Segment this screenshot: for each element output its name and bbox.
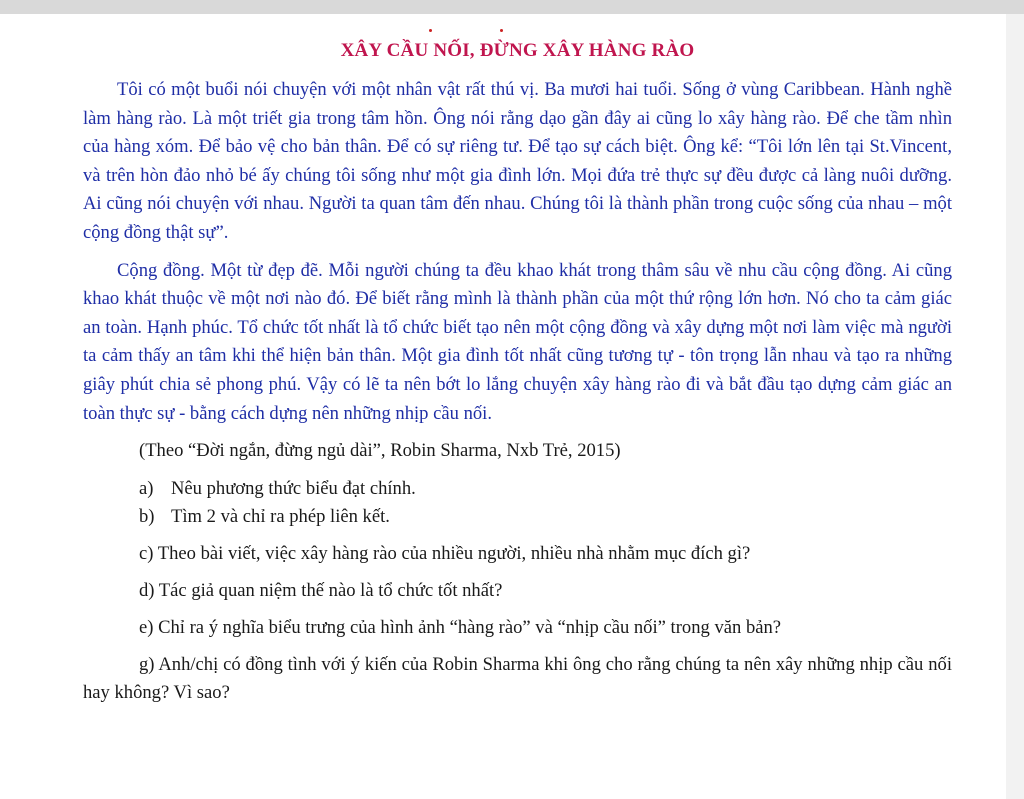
question-text: Nêu phương thức biểu đạt chính. bbox=[171, 478, 416, 500]
question-text: Tìm 2 và chỉ ra phép liên kết. bbox=[171, 506, 390, 528]
document-page bbox=[83, 40, 952, 707]
question-b bbox=[139, 503, 952, 531]
dot-mark bbox=[500, 29, 503, 32]
question-c: c) Theo bài viết, việc xây hàng rào của nhiều người, nhiều nhà nhằm mục đích gì? bbox=[139, 543, 751, 565]
question-list bbox=[139, 475, 952, 531]
question-marker: b) bbox=[139, 506, 155, 528]
document-title: XÂY CẦU NỐI, ĐỪNG XÂY HÀNG RÀO bbox=[340, 40, 695, 61]
question-marker: a) bbox=[139, 478, 154, 500]
dot-mark bbox=[429, 29, 432, 32]
paragraph-1: Tôi có một buổi nói chuyện với một nhân vật rất thú vị. Ba mươi hai tuổi. Sống ở vùng Caribbean. Hành nghề làm hàng rào. Là một triết gia trong tâm hồn. Ông nói rằng dạo gần đây ai cũng lo xây hàng rào. Để che tầm nhìn của hàng xóm. Để bảo vệ cho bản thân. Để có sự riêng tư. Để tạo sự cách biệt. Ông kể: “Tôi lớn lên tại St.Vincent, và trên hòn đảo nhỏ bé ấy chúng tôi sống như một gia đình lớn. Mọi đứa trẻ thực sự đều được cả làng nuôi dưỡng. Ai cũng nói chuyện với nhau. Người ta quan tâm đến nhau. Chúng tôi là thành phần trong cuộc sống của nhau – một cộng đồng thật sự”. bbox=[83, 79, 952, 243]
paragraph-2: Cộng đồng. Một từ đẹp đẽ. Mỗi người chúng ta đều khao khát trong thâm sâu về nhu cầu cộng đồng. Ai cũng khao khát thuộc về một nơi nào đó. Để biết rằng mình là thành phần của một thứ rộng lớn hơn. Nó cho ta cảm giác an toàn. Hạnh phúc. Tổ chức tốt nhất là tổ chức biết tạo nên một cộng đồng và xây dựng một nơi làm việc mà người ta cảm thấy an tâm khi thể hiện bản thân. Một gia đình tốt nhất cũng tương tự - tôn trọng lẫn nhau và tạo ra những giây phút chia sẻ phong phú. Vậy có lẽ ta nên bớt lo lắng chuyện xây hàng rào đi và bắt đầu tạo dựng cảm giác an toàn thực sự - bằng cách dựng nên những nhịp cầu nối. bbox=[83, 259, 952, 424]
question-g: g) Anh/chị có đồng tình với ý kiến của Robin Sharma khi ông cho rằng chúng ta nên xây những nhịp cầu nối hay không? Vì sao? bbox=[83, 654, 952, 704]
question-d: d) Tác giả quan niệm thế nào là tổ chức tốt nhất? bbox=[139, 580, 503, 602]
top-border bbox=[0, 0, 1024, 14]
right-gutter bbox=[1006, 14, 1024, 799]
source-citation: (Theo “Đời ngắn, đừng ngủ dài”, Robin Sharma, Nxb Trẻ, 2015) bbox=[139, 440, 621, 462]
question-e: e) Chỉ ra ý nghĩa biểu trưng của hình ảnh “hàng rào” và “nhịp cầu nối” trong văn bản? bbox=[139, 617, 782, 639]
question-a bbox=[139, 475, 952, 503]
